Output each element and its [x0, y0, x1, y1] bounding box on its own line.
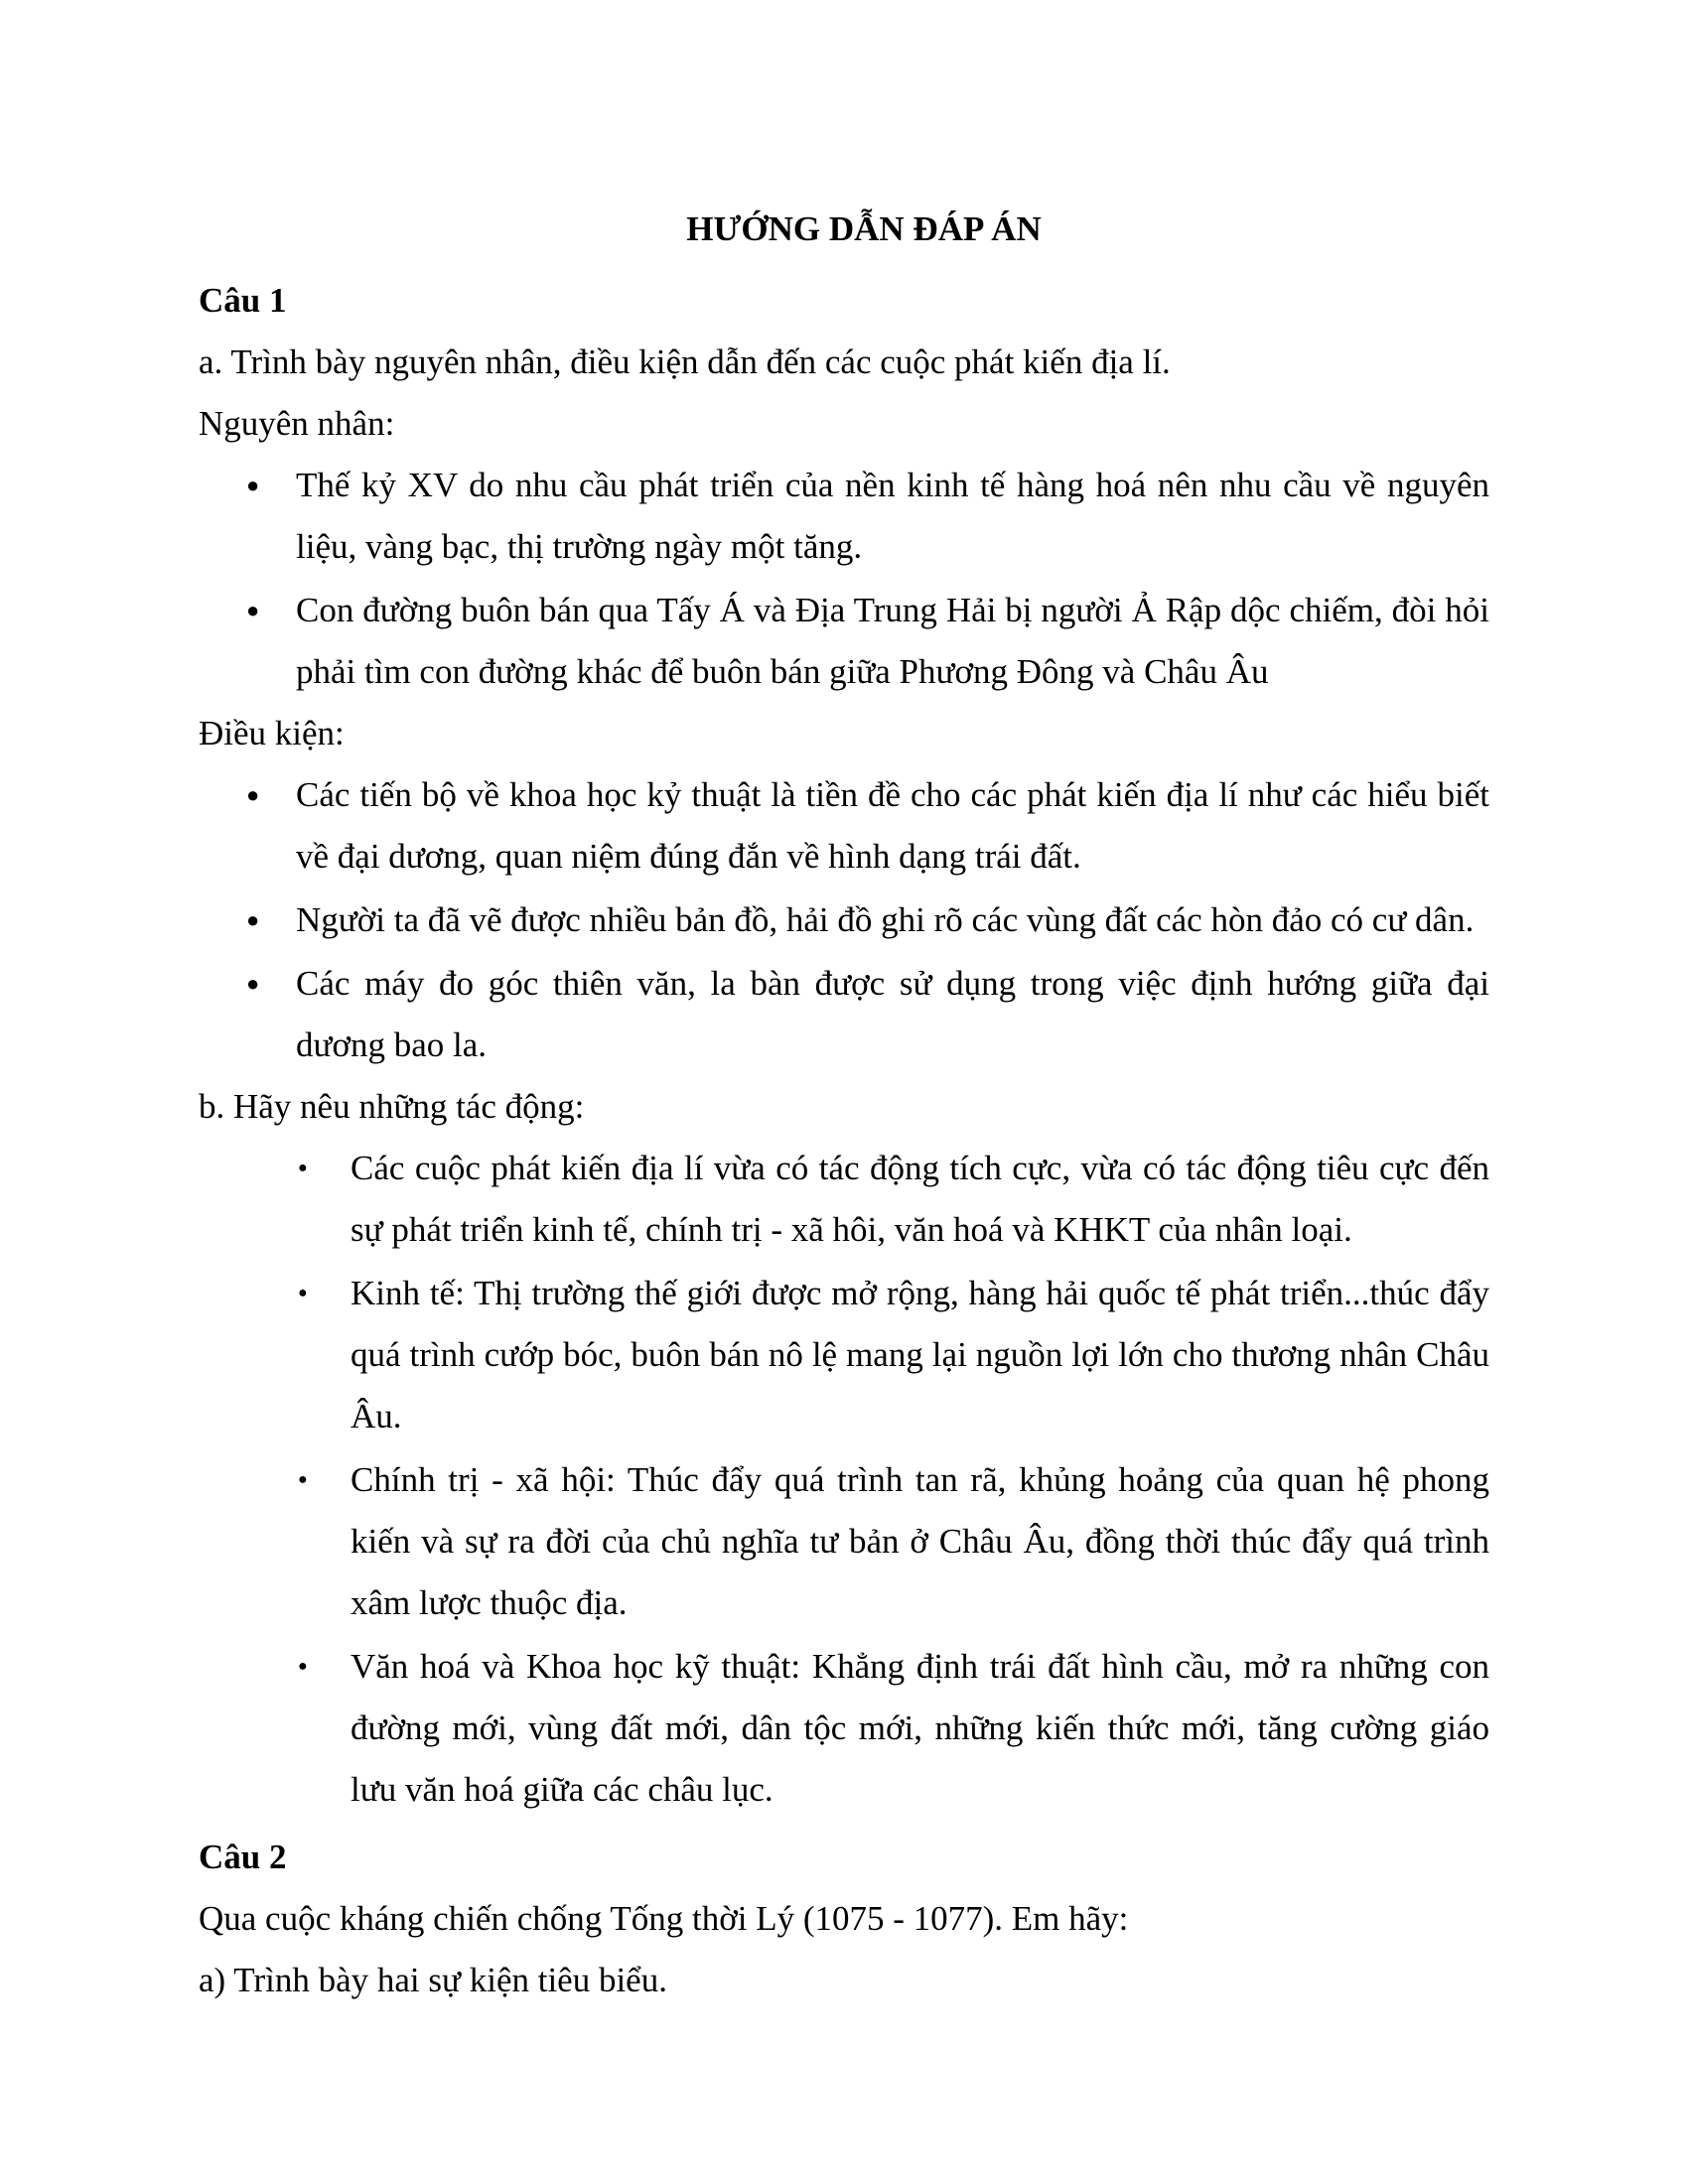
list-item: [199, 1449, 1489, 1634]
list-item: [199, 889, 1489, 951]
bullet-icon: ●: [246, 907, 260, 932]
list-item-text: Thế kỷ XV do nhu cầu phát triển của nền kinh tế hàng hoá nên nhu cầu về nguyên liệu, vàng bạc, thị trường ngày một tăng.: [296, 466, 1489, 566]
bullet-icon: ●: [246, 598, 260, 622]
bullet-icon: ●: [298, 1471, 308, 1488]
conditions-label: Điều kiện:: [199, 714, 345, 752]
list-item-text: Người ta đã vẽ được nhiều bản đồ, hải đồ ghi rõ các vùng đất các hòn đảo có cư dân.: [296, 900, 1475, 939]
bullet-icon: ●: [298, 1160, 308, 1176]
list-item: [199, 455, 1489, 578]
question-1-part-a: a. Trình bày nguyên nhân, điều kiện dẫn đến các cuộc phát kiến địa lí.: [199, 342, 1171, 381]
list-item: [199, 580, 1489, 703]
bullet-icon: ●: [246, 782, 260, 807]
document-title: HƯỚNG DẪN ĐÁP ÁN: [686, 209, 1042, 248]
list-item-text: Kinh tế: Thị trường thế giới được mở rộng, hàng hải quốc tế phát triển...thúc đẩy quá trình cướp bóc, buôn bán nô lệ mang lại nguồn lợi lớn cho thương nhân Châu Âu.: [351, 1274, 1489, 1435]
list-item-text: Các cuộc phát kiến địa lí vừa có tác động tích cực, vừa có tác động tiêu cực đến sự phát triển kinh tế, chính trị - xã hôi, văn hoá và KHKT của nhân loại.: [351, 1149, 1489, 1249]
impacts-list: [199, 1138, 1489, 1821]
causes-label: Nguyên nhân:: [199, 404, 395, 443]
question-2-intro: Qua cuộc kháng chiến chống Tống thời Lý (1075 - 1077). Em hãy:: [199, 1899, 1129, 1938]
list-item: [199, 1138, 1489, 1261]
list-item-text: Các máy đo góc thiên văn, la bàn được sử dụng trong việc định hướng giữa đại dương bao la.: [296, 964, 1489, 1064]
list-item-text: Các tiến bộ về khoa học kỷ thuật là tiền đề cho các phát kiến địa lí như các hiểu biết về đại dương, quan niệm đúng đắn về hình dạng trái đất.: [296, 775, 1489, 876]
list-item: [199, 764, 1489, 887]
list-item: [199, 1636, 1489, 1821]
question-2-part-a: a) Trình bày hai sự kiện tiêu biểu.: [199, 1961, 667, 1999]
list-item: [199, 953, 1489, 1076]
bullet-icon: ●: [298, 1285, 308, 1301]
question-2-heading: Câu 2: [199, 1838, 287, 1876]
causes-list: [199, 455, 1489, 703]
conditions-list: [199, 764, 1489, 1076]
list-item-text: Chính trị - xã hội: Thúc đẩy quá trình tan rã, khủng hoảng của quan hệ phong kiến và sự ra đời của chủ nghĩa tư bản ở Châu Âu, đồng thời thúc đẩy quá trình xâm lược thuộc địa.: [351, 1460, 1489, 1622]
list-item: [199, 1263, 1489, 1447]
list-item-text: Văn hoá và Khoa học kỹ thuật: Khẳng định trái đất hình cầu, mở ra những con đường mới, vùng đất mới, dân tộc mới, những kiến thức mới, tăng cường giáo lưu văn hoá giữa các châu lục.: [351, 1647, 1489, 1809]
list-item-text: Con đường buôn bán qua Tấy Á và Địa Trung Hải bị người Ả Rập dộc chiếm, đòi hỏi phải tìm con đường khác để buôn bán giữa Phương Đông và Châu Âu: [296, 591, 1489, 691]
bullet-icon: ●: [246, 971, 260, 996]
bullet-icon: ●: [246, 473, 260, 497]
question-1-part-b: b. Hãy nêu những tác động:: [199, 1087, 585, 1126]
question-1-heading: Câu 1: [199, 281, 287, 320]
bullet-icon: ●: [298, 1658, 308, 1675]
